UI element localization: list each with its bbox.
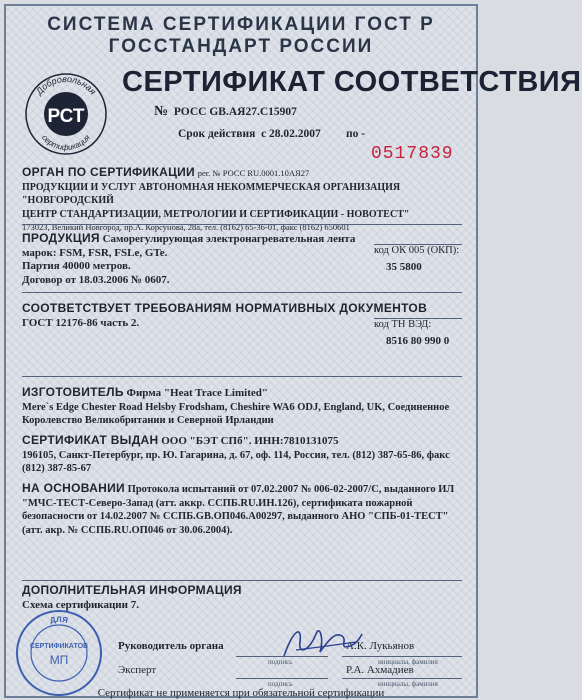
basis-block <box>22 482 462 537</box>
organ-text-2: ЦЕНТР СТАНДАРТИЗАЦИИ, МЕТРОЛОГИИ И СЕРТИФИКАЦИИ - НОВОТЕСТ" <box>22 208 410 220</box>
issued-line-1: 196105, Санкт-Петербург, пр. Ю. Гагарина, д. 67, оф. 114, Россия, тел. (812) 387-65-86, факс <box>22 449 450 461</box>
validity-row <box>178 128 321 140</box>
manufacturer-block <box>22 386 462 428</box>
organ-reg: рег. № РОСС RU.0001.10АЯ27 <box>197 168 310 178</box>
certificate-frame <box>4 4 582 699</box>
head-label: Руководитель органа <box>118 640 224 652</box>
serial-number: 0517839 <box>371 144 454 164</box>
product-line-3: Партия 40000 метров. <box>22 260 131 272</box>
svg-text:ДЛЯ <box>49 615 69 625</box>
manufacturer-label: ИЗГОТОВИТЕЛЬ <box>22 385 124 399</box>
expert-name-caption: инициалы, фамилия <box>378 680 438 688</box>
logo-letters: РСТ <box>47 106 85 127</box>
validity-from: с 28.02.2007 <box>261 128 321 140</box>
stamp-text-mid: СЕРТИФИКАТОВ <box>29 643 89 650</box>
expert-sign-caption: подпись <box>268 680 293 688</box>
head-sign-caption: подпись <box>268 658 293 666</box>
expert-signature-line <box>236 678 328 679</box>
certificate-title: СЕРТИФИКАТ СООТВЕТСТВИЯ <box>122 66 582 98</box>
manufacturer-name: Фирма "Heat Trace Limited" <box>126 387 268 399</box>
logo-text-top: Добровольная <box>33 73 99 97</box>
divider <box>22 224 462 225</box>
cert-number: РОСС GB.АЯ27.С15907 <box>173 106 297 118</box>
logo-text-bottom: сертификация <box>40 133 92 153</box>
organ-text-1: ПРОДУКЦИИ И УСЛУГ АВТОНОМНАЯ НЕКОММЕРЧЕСКАЯ ОРГАНИЗАЦИЯ "НОВГОРОДСКИЙ <box>22 181 401 206</box>
issued-label: СЕРТИФИКАТ ВЫДАН <box>22 433 159 447</box>
conformity-text: ГОСТ 12176-86 часть 2. <box>22 316 140 329</box>
product-line-1: Саморегулирующая электронагревательная лента <box>102 233 356 245</box>
validity-label: Срок действия <box>178 128 256 140</box>
expert-name-line <box>342 678 462 679</box>
product-line-4: Договор от 18.03.2006 № 0607. <box>22 273 170 286</box>
organ-label: ОРГАН ПО СЕРТИФИКАЦИИ <box>22 165 195 179</box>
okp-code-value: 35 5800 <box>386 261 422 273</box>
agency-title: ГОССТАНДАРТ РОССИИ <box>108 36 374 57</box>
divider <box>22 580 462 581</box>
manufacturer-line-2: Королевство Великобритании и Северной Ирландии <box>22 415 274 426</box>
tnved-code-label: код ТН ВЭД: <box>374 319 432 330</box>
expert-name: Р.А. Ахмадиев <box>346 664 414 676</box>
system-title: СИСТЕМА СЕРТИФИКАЦИИ ГОСТ Р <box>47 14 435 35</box>
stamp-text-top: ДЛЯ <box>49 614 69 626</box>
tnved-code-value: 8516 80 990 0 <box>386 335 450 347</box>
basis-line-3: безопасности от 14.02.2007 № ССПБ.GB.ОП046.А00297, выданного АНО "СПБ-01-ТЕСТ" <box>22 511 449 522</box>
basis-line-4: (атт. акр. № ССПБ.RU.ОП046 от 30.06.2004). <box>22 524 233 536</box>
additional-text: Схема сертификации 7. <box>22 598 139 611</box>
basis-label: НА ОСНОВАНИИ <box>22 481 125 495</box>
head-name-caption: инициалы, фамилия <box>378 658 438 666</box>
issued-line-2: (812) 387-85-67 <box>22 463 92 474</box>
validity-to: по - <box>346 128 366 140</box>
divider <box>22 292 462 293</box>
expert-label: Эксперт <box>118 664 157 676</box>
manufacturer-line-1: Mere`s Edge Chester Road Helsby Frodsham, Cheshire WA6 ODJ, England, UK, Соединенное <box>22 401 450 413</box>
cert-number-label: № <box>154 104 169 119</box>
okp-code-box <box>374 244 462 273</box>
issued-to-block <box>22 434 462 476</box>
certification-stamp <box>14 608 104 698</box>
issued-name: ООО "БЭТ СПб". ИНН:7810131075 <box>161 435 339 447</box>
head-name: А.К. Лукьянов <box>346 640 415 652</box>
additional-label: ДОПОЛНИТЕЛЬНАЯ ИНФОРМАЦИЯ <box>22 583 242 597</box>
stamp-code: MП <box>49 653 69 667</box>
cert-number-row <box>154 104 297 120</box>
divider <box>22 376 462 377</box>
conformity-label: СООТВЕТСТВУЕТ ТРЕБОВАНИЯМ НОРМАТИВНЫХ ДОКУМЕНТОВ <box>22 301 428 315</box>
footer-note: Сертификат не применяется при обязательной сертификации <box>97 687 385 699</box>
basis-line-2: "МЧС-ТЕСТ-Северо-Запад (атт. аккр. ССПБ.RU.ИН.126), сертификата пожарной <box>22 497 413 509</box>
basis-line-1: Протокола испытаний от 07.02.2007 № 006-02-2007/С, выданного ИЛ <box>127 484 455 495</box>
handwritten-signature <box>276 620 366 670</box>
organ-address: 173023, Великий Новгород, пр.А. Корсунова, 28а, тел. (8162) 65-36-01, факс (8162) 650601 <box>22 222 350 232</box>
tnved-code-box <box>374 318 462 347</box>
rst-voluntary-certification-logo <box>24 72 108 156</box>
product-label: ПРОДУКЦИЯ <box>22 231 100 245</box>
product-block <box>22 232 367 287</box>
okp-code-label: код ОК 005 (ОКП): <box>374 245 460 256</box>
product-line-2: марок: FSM, FSR, FSLe, GTe. <box>22 246 168 259</box>
